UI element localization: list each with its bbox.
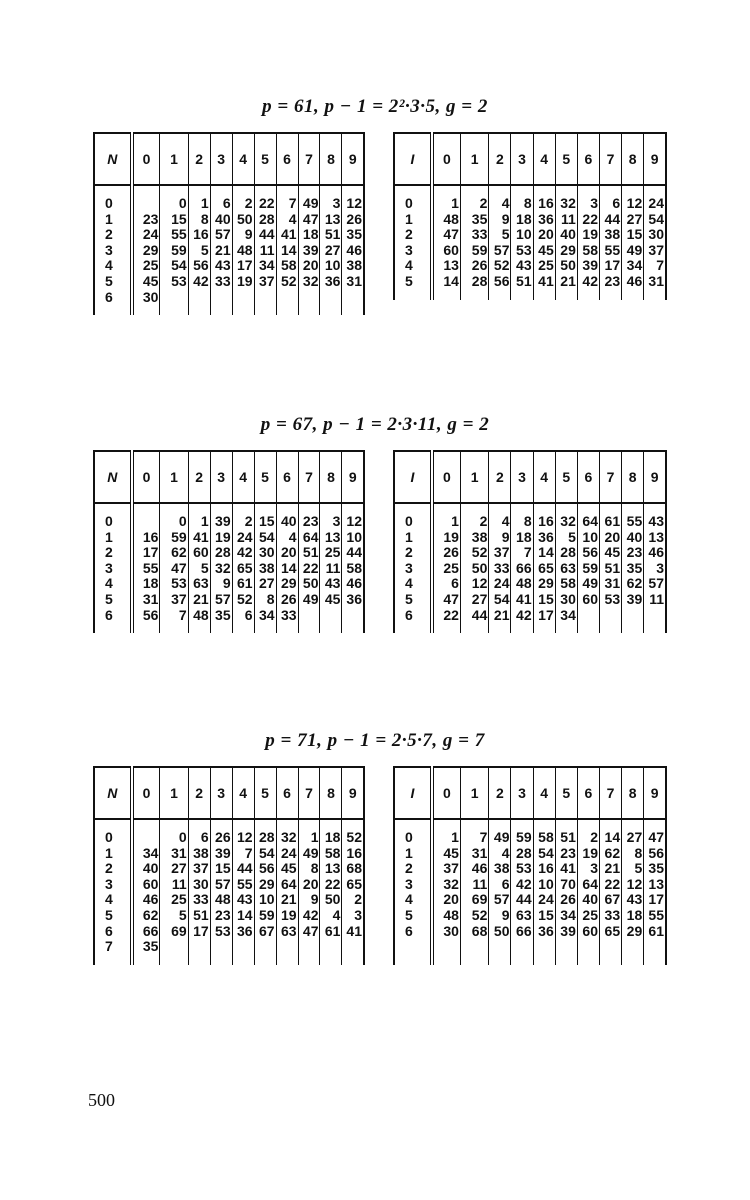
table-column-values: 4 9 5 57 52 56	[489, 196, 511, 290]
table-column-values: 32 5 28 63 58 30 34	[555, 514, 577, 623]
table-column-values: 1 19 26 25 6 47 22	[432, 514, 460, 623]
column-header: 8	[320, 451, 342, 503]
table-spacer-cell	[132, 185, 160, 196]
row-labels: 0 1 2 3 4 5 6	[394, 830, 432, 939]
table-spacer-cell	[232, 955, 254, 965]
column-header: 1	[460, 133, 488, 185]
column-header: 8	[622, 133, 644, 185]
table-spacer-cell	[210, 955, 232, 965]
column-header: 3	[210, 767, 232, 819]
section-title-p71: p = 71, p − 1 = 2·5·7, g = 7	[265, 730, 485, 751]
table-column-values: 3 13 51 27 10 36	[320, 196, 342, 305]
column-header: 2	[489, 767, 511, 819]
table-spacer-cell	[555, 623, 577, 633]
table-spacer-cell	[188, 623, 210, 633]
table-column-values: 1 45 37 32 20 48 30	[432, 830, 460, 939]
table-spacer-cell	[254, 955, 276, 965]
table-column-values: 12 10 44 58 46 36	[342, 514, 364, 623]
row-labels: 0 1 2 3 4 5 6	[394, 514, 432, 623]
table-column-values: 12 26 35 46 38 31	[342, 196, 364, 305]
table-column-values: 61 20 45 51 31 53	[599, 514, 621, 623]
row-labels: 0 1 2 3 4 5 6 7	[94, 830, 132, 955]
table-row-label: I	[394, 133, 432, 185]
table-spacer-cell	[577, 623, 599, 633]
table-column-values: 7 31 46 11 69 52 68	[460, 830, 488, 939]
column-header: 2	[188, 767, 210, 819]
row-labels: 0 1 2 3 4 5 6	[94, 514, 132, 623]
table-column-values: 2 38 52 50 12 27 44	[460, 514, 488, 623]
column-header: 4	[533, 451, 555, 503]
table-spacer-cell	[320, 305, 342, 315]
table-column-values: 4 9 37 33 24 54 21	[489, 514, 511, 623]
table-spacer-cell	[555, 290, 577, 300]
table-column-values: 49 4 38 6 57 9 50	[489, 830, 511, 939]
table-column-values: 49 47 18 39 20 32	[298, 196, 320, 305]
table-spacer-cell	[460, 623, 488, 633]
table-column-values: 1 49 8 20 9 42 47	[298, 830, 320, 955]
table-spacer-cell	[320, 955, 342, 965]
index-table-p67	[93, 450, 365, 633]
table-column-values: 16 17 55 18 31 56	[132, 514, 160, 623]
table-spacer-cell	[599, 290, 621, 300]
table-column-values: 8 18 7 66 48 41 42	[511, 514, 533, 623]
table-column-values: 6 40 57 21 43 33	[210, 196, 232, 305]
table-spacer-cell	[188, 305, 210, 315]
index-table-p61	[93, 132, 365, 315]
table-column-values: 58 54 16 10 24 15 36	[533, 830, 555, 939]
column-header: 1	[460, 451, 488, 503]
column-header: 4	[232, 133, 254, 185]
column-header: 8	[622, 451, 644, 503]
table-spacer-cell	[644, 623, 666, 633]
column-header: 5	[555, 133, 577, 185]
table-spacer-cell	[511, 623, 533, 633]
table-spacer-cell	[276, 305, 298, 315]
column-header: 9	[342, 767, 364, 819]
table-spacer-cell	[533, 939, 555, 965]
table-column-values: 0 59 62 47 53 37 7	[160, 514, 188, 623]
table-spacer-cell	[232, 305, 254, 315]
column-header: 6	[276, 451, 298, 503]
table-column-values: 0 15 55 59 54 53	[160, 196, 188, 305]
table-spacer-cell	[489, 290, 511, 300]
column-header: 1	[160, 451, 188, 503]
column-header: 6	[577, 767, 599, 819]
column-header: 4	[533, 767, 555, 819]
column-header: 1	[460, 767, 488, 819]
antiindex-table-p67	[393, 450, 667, 633]
page-number: 500	[88, 1090, 115, 1110]
column-header: 7	[599, 451, 621, 503]
column-header: 7	[599, 767, 621, 819]
table-spacer-cell	[533, 623, 555, 633]
table-spacer-cell	[432, 939, 460, 965]
column-header: 0	[132, 767, 160, 819]
table-column-values: 64 10 56 59 49 60	[577, 514, 599, 623]
column-header: 6	[276, 133, 298, 185]
column-header: 3	[511, 451, 533, 503]
column-header: 2	[489, 451, 511, 503]
antiindex-table-p71	[393, 766, 667, 965]
table-spacer-cell	[254, 305, 276, 315]
table-spacer-cell	[577, 939, 599, 965]
column-header: 8	[320, 767, 342, 819]
table-column-values: 40 4 20 14 29 26 33	[276, 514, 298, 623]
column-header: 7	[298, 451, 320, 503]
table-spacer-cell	[577, 290, 599, 300]
table-column-values: 2 24 42 65 61 52 6	[232, 514, 254, 623]
table-spacer-cell	[489, 623, 511, 633]
table-column-values: 32 24 45 64 21 19 63	[276, 830, 298, 955]
column-header: 5	[555, 767, 577, 819]
table-spacer-cell	[342, 955, 364, 965]
table-spacer-cell	[394, 939, 432, 965]
table-column-values: 22 28 44 11 34 37	[254, 196, 276, 305]
table-spacer-cell	[533, 290, 555, 300]
column-header: 3	[210, 133, 232, 185]
table-spacer-cell	[132, 305, 160, 315]
index-table-p71	[93, 766, 365, 965]
table-column-values: 55 40 23 35 62 39	[622, 514, 644, 623]
table-column-values: 0 31 27 11 25 5 69	[160, 830, 188, 955]
table-spacer-cell	[94, 623, 132, 633]
table-spacer-cell	[511, 939, 533, 965]
table-column-values: 59 28 53 42 44 63 66	[511, 830, 533, 939]
table-spacer-cell	[276, 955, 298, 965]
table-column-values: 51 23 41 70 26 34 39	[555, 830, 577, 939]
table-column-values: 2 35 33 59 26 28	[460, 196, 488, 290]
table-spacer-cell	[599, 623, 621, 633]
table-spacer-cell	[599, 939, 621, 965]
column-header: 1	[160, 767, 188, 819]
table-column-values: 47 56 35 13 17 55 61	[644, 830, 666, 939]
table-column-values: 28 54 56 29 10 59 67	[254, 830, 276, 955]
table-column-values: 1 48 47 60 13 14	[432, 196, 460, 290]
column-header: 6	[276, 767, 298, 819]
column-header: 7	[298, 133, 320, 185]
column-header: 4	[533, 133, 555, 185]
row-labels: 0 1 2 3 4 5 6	[94, 196, 132, 305]
section-title-p67: p = 67, p − 1 = 2·3·11, g = 2	[260, 414, 490, 435]
table-spacer-cell	[298, 305, 320, 315]
table-spacer-cell	[511, 290, 533, 300]
column-header: 8	[622, 767, 644, 819]
table-column-values: 2 19 3 64 40 25 60	[577, 830, 599, 939]
table-column-values: 6 44 38 55 17 23	[599, 196, 621, 290]
table-row-label: N	[94, 767, 132, 819]
table-spacer-cell	[298, 623, 320, 633]
section-title-p61: p = 61, p − 1 = 2²·3·5, g = 2	[262, 96, 488, 117]
column-header: 2	[188, 133, 210, 185]
column-header: 4	[232, 451, 254, 503]
column-header: 6	[577, 133, 599, 185]
table-column-values: 24 54 30 37 7 31	[644, 196, 666, 290]
table-spacer-cell	[210, 623, 232, 633]
table-spacer-cell	[160, 305, 188, 315]
column-header: 7	[298, 767, 320, 819]
table-column-values: 16 36 14 65 29 15 17	[533, 514, 555, 623]
table-spacer-cell	[160, 623, 188, 633]
table-row-label: N	[94, 133, 132, 185]
column-header: 6	[577, 451, 599, 503]
column-header: 3	[210, 451, 232, 503]
table-row-label: I	[394, 767, 432, 819]
table-spacer-cell	[460, 290, 488, 300]
table-spacer-cell	[622, 939, 644, 965]
table-column-values: 8 18 10 53 43 51	[511, 196, 533, 290]
column-header: 1	[160, 133, 188, 185]
table-spacer-cell	[232, 623, 254, 633]
table-column-values: 15 54 30 38 27 8 34	[254, 514, 276, 623]
table-spacer-cell	[622, 623, 644, 633]
table-spacer-cell	[188, 955, 210, 965]
table-spacer-cell	[342, 305, 364, 315]
table-row-label: I	[394, 451, 432, 503]
table-column-values: 39 19 28 32 9 57 35	[210, 514, 232, 623]
column-header: 5	[254, 451, 276, 503]
table-spacer-cell	[644, 290, 666, 300]
column-header: 4	[232, 767, 254, 819]
column-header: 9	[644, 451, 666, 503]
table-column-values: 3 22 19 58 39 42	[577, 196, 599, 290]
column-header: 9	[342, 451, 364, 503]
column-header: 9	[644, 767, 666, 819]
table-column-values: 12 27 15 49 34 46	[622, 196, 644, 290]
column-header: 0	[432, 133, 460, 185]
table-row-label: N	[94, 451, 132, 503]
table-column-values: 1 8 16 5 56 42	[188, 196, 210, 305]
table-column-values: 23 24 29 25 45 30	[132, 196, 160, 305]
column-header: 2	[489, 133, 511, 185]
table-spacer-cell	[254, 623, 276, 633]
table-spacer-cell	[342, 623, 364, 633]
table-column-values: 43 13 46 3 57 11	[644, 514, 666, 623]
table-column-values: 6 38 37 30 33 51 17	[188, 830, 210, 955]
table-spacer-cell	[94, 955, 132, 965]
column-header: 3	[511, 767, 533, 819]
table-column-values: 27 8 5 12 43 18 29	[622, 830, 644, 939]
table-column-values: 16 36 20 45 25 41	[533, 196, 555, 290]
column-header: 9	[342, 133, 364, 185]
table-column-values: 32 11 40 29 50 21	[555, 196, 577, 290]
table-column-values: 18 58 13 22 50 4 61	[320, 830, 342, 955]
table-spacer-cell	[276, 623, 298, 633]
table-spacer-cell	[132, 623, 160, 633]
column-header: 5	[254, 767, 276, 819]
antiindex-table-p61	[393, 132, 667, 300]
table-spacer-cell	[460, 939, 488, 965]
column-header: 5	[555, 451, 577, 503]
table-spacer-cell	[132, 955, 160, 965]
table-spacer-cell	[622, 290, 644, 300]
table-column-values: 23 64 51 22 50 49	[298, 514, 320, 623]
table-spacer-cell	[132, 503, 160, 514]
table-spacer-cell	[210, 305, 232, 315]
table-column-values: 2 50 9 48 17 19	[232, 196, 254, 305]
column-header: 0	[432, 451, 460, 503]
table-spacer-cell	[555, 939, 577, 965]
table-column-values: 12 7 44 55 43 14 36	[232, 830, 254, 955]
column-header: 8	[320, 133, 342, 185]
table-spacer-cell	[94, 305, 132, 315]
table-column-values: 34 40 60 46 62 66 35	[132, 830, 160, 955]
table-spacer-cell	[132, 819, 160, 830]
column-header: 0	[432, 767, 460, 819]
table-column-values: 7 4 41 14 58 52	[276, 196, 298, 305]
table-column-values: 52 16 68 65 2 3 41	[342, 830, 364, 955]
table-column-values: 26 39 15 57 48 23 53	[210, 830, 232, 955]
row-labels: 0 1 2 3 4 5	[394, 196, 432, 290]
table-spacer-cell	[320, 623, 342, 633]
column-header: 7	[599, 133, 621, 185]
table-spacer-cell	[298, 955, 320, 965]
table-spacer-cell	[394, 623, 432, 633]
column-header: 0	[132, 133, 160, 185]
column-header: 2	[188, 451, 210, 503]
column-header: 3	[511, 133, 533, 185]
table-spacer-cell	[160, 955, 188, 965]
column-header: 0	[132, 451, 160, 503]
column-header: 5	[254, 133, 276, 185]
table-column-values: 14 62 21 22 67 33 65	[599, 830, 621, 939]
table-spacer-cell	[644, 939, 666, 965]
table-spacer-cell	[432, 623, 460, 633]
table-column-values: 3 13 25 11 43 45	[320, 514, 342, 623]
table-column-values: 1 41 60 5 63 21 48	[188, 514, 210, 623]
column-header: 9	[644, 133, 666, 185]
table-spacer-cell	[489, 939, 511, 965]
table-spacer-cell	[432, 290, 460, 300]
table-spacer-cell	[394, 290, 432, 300]
